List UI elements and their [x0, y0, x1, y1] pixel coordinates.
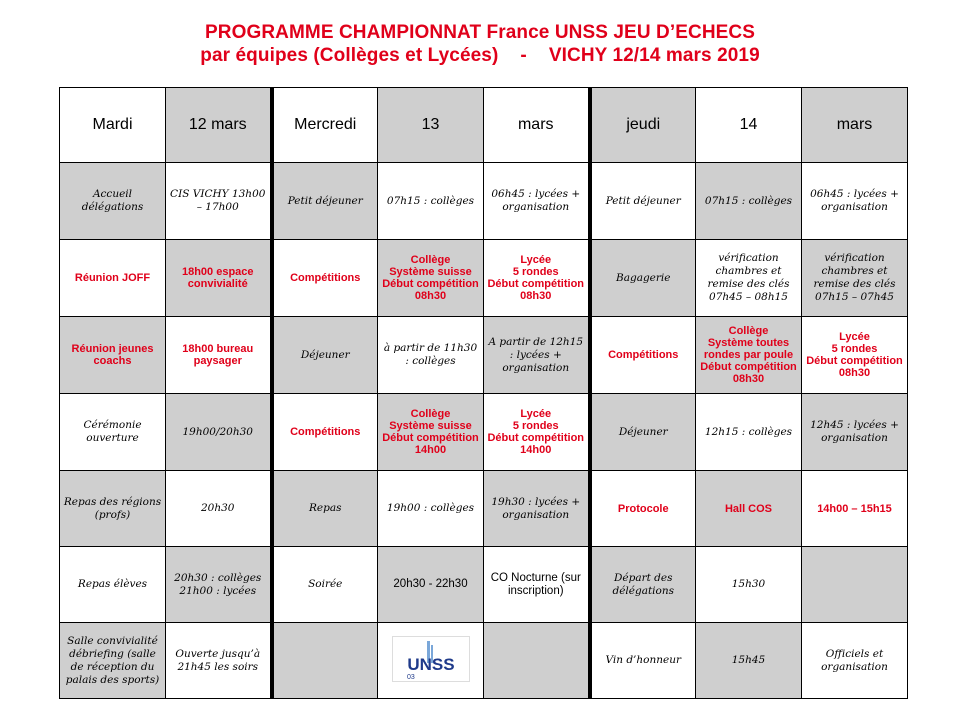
header-12-mars: 12 mars — [166, 88, 272, 163]
logo-cell — [378, 623, 484, 699]
cell: Bagagerie — [590, 240, 696, 317]
cell: 19h30 : lycées + organisation — [484, 471, 590, 547]
cell: Lycée 5 rondes Début compétition 08h30 — [484, 240, 590, 317]
cell: Déjeuner — [272, 317, 378, 394]
cell — [802, 547, 908, 623]
title-dash: - — [520, 45, 527, 66]
unss-logo — [392, 636, 470, 682]
header-mercredi: Mercredi — [272, 88, 378, 163]
cell: Compétitions — [590, 317, 696, 394]
cell: Hall COS — [696, 471, 802, 547]
schedule-row — [60, 163, 908, 240]
cell: 20h30 : collèges 21h00 : lycées — [166, 547, 272, 623]
header-mars-13: mars — [484, 88, 590, 163]
schedule-row — [60, 317, 908, 394]
title-line-2 — [0, 45, 960, 67]
schedule-row — [60, 240, 908, 317]
cell — [484, 623, 590, 699]
cell: 18h00 bureau paysager — [166, 317, 272, 394]
header-13: 13 — [378, 88, 484, 163]
cell: vérification chambres et remise des clés 07h15 – 07h45 — [802, 240, 908, 317]
cell — [272, 623, 378, 699]
cell: CIS VICHY 13h00 – 17h00 — [166, 163, 272, 240]
logo-sub: 03 — [406, 674, 415, 681]
title-subtitle: par équipes (Collèges et Lycées) — [200, 45, 499, 66]
cell: 20h30 — [166, 471, 272, 547]
header-row — [60, 88, 908, 163]
cell: Vin d’honneur — [590, 623, 696, 699]
header-14: 14 — [696, 88, 802, 163]
title-line-1: PROGRAMME CHAMPIONNAT France UNSS JEU D’ECHECS — [204, 22, 756, 43]
schedule-table — [59, 87, 908, 699]
cell: CO Nocturne (sur inscription) — [484, 547, 590, 623]
cell: 19h00/20h30 — [166, 394, 272, 471]
cell: 12h45 : lycées + organisation — [802, 394, 908, 471]
header-jeudi: jeudi — [590, 88, 696, 163]
cell: Protocole — [590, 471, 696, 547]
cell: Compétitions — [272, 394, 378, 471]
cell: 14h00 – 15h15 — [802, 471, 908, 547]
cell: Collège Système suisse Début compétition 08h30 — [378, 240, 484, 317]
cell: Lycée 5 rondes Début compétition 08h30 — [802, 317, 908, 394]
cell: Déjeuner — [590, 394, 696, 471]
cell: à partir de 11h30 : collèges — [378, 317, 484, 394]
cell: 15h30 — [696, 547, 802, 623]
cell: Soirée — [272, 547, 378, 623]
cell: 06h45 : lycées + organisation — [484, 163, 590, 240]
cell: Réunion JOFF — [60, 240, 166, 317]
cell: 07h15 : collèges — [378, 163, 484, 240]
cell: Salle convivialité débriefing (salle de réception du palais des sports) — [60, 623, 166, 699]
cell: Petit déjeuner — [272, 163, 378, 240]
cell: Repas des régions (profs) — [60, 471, 166, 547]
cell: 06h45 : lycées + organisation — [802, 163, 908, 240]
schedule-row — [60, 471, 908, 547]
logo-text: UNSS — [406, 655, 455, 674]
cell: Repas élèves — [60, 547, 166, 623]
cell: Collège Système toutes rondes par poule Début compétition 08h30 — [696, 317, 802, 394]
cell: Accueil délégations — [60, 163, 166, 240]
cell: Lycée 5 rondes Début compétition 14h00 — [484, 394, 590, 471]
header-mardi: Mardi — [60, 88, 166, 163]
cell: Réunion jeunes coachs — [60, 317, 166, 394]
cell: Repas — [272, 471, 378, 547]
cell: 20h30 - 22h30 — [378, 547, 484, 623]
cell: Collège Système suisse Début compétition 14h00 — [378, 394, 484, 471]
cell: Départ des délégations — [590, 547, 696, 623]
cell: Officiels et organisation — [802, 623, 908, 699]
cell: Petit déjeuner — [590, 163, 696, 240]
schedule-row — [60, 394, 908, 471]
cell: 12h15 : collèges — [696, 394, 802, 471]
cell: 15h45 — [696, 623, 802, 699]
cell: 18h00 espace convivialité — [166, 240, 272, 317]
cell: vérification chambres et remise des clés 07h45 – 08h15 — [696, 240, 802, 317]
cell: Compétitions — [272, 240, 378, 317]
cell: 19h00 : collèges — [378, 471, 484, 547]
title-location: VICHY 12/14 mars 2019 — [548, 45, 760, 66]
cell: A partir de 12h15 : lycées + organisation — [484, 317, 590, 394]
header-mars-14: mars — [802, 88, 908, 163]
cell: Ouverte jusqu’à 21h45 les soirs — [166, 623, 272, 699]
cell: 07h15 : collèges — [696, 163, 802, 240]
schedule-row — [60, 623, 908, 699]
cell: Cérémonie ouverture — [60, 394, 166, 471]
schedule-row — [60, 547, 908, 623]
